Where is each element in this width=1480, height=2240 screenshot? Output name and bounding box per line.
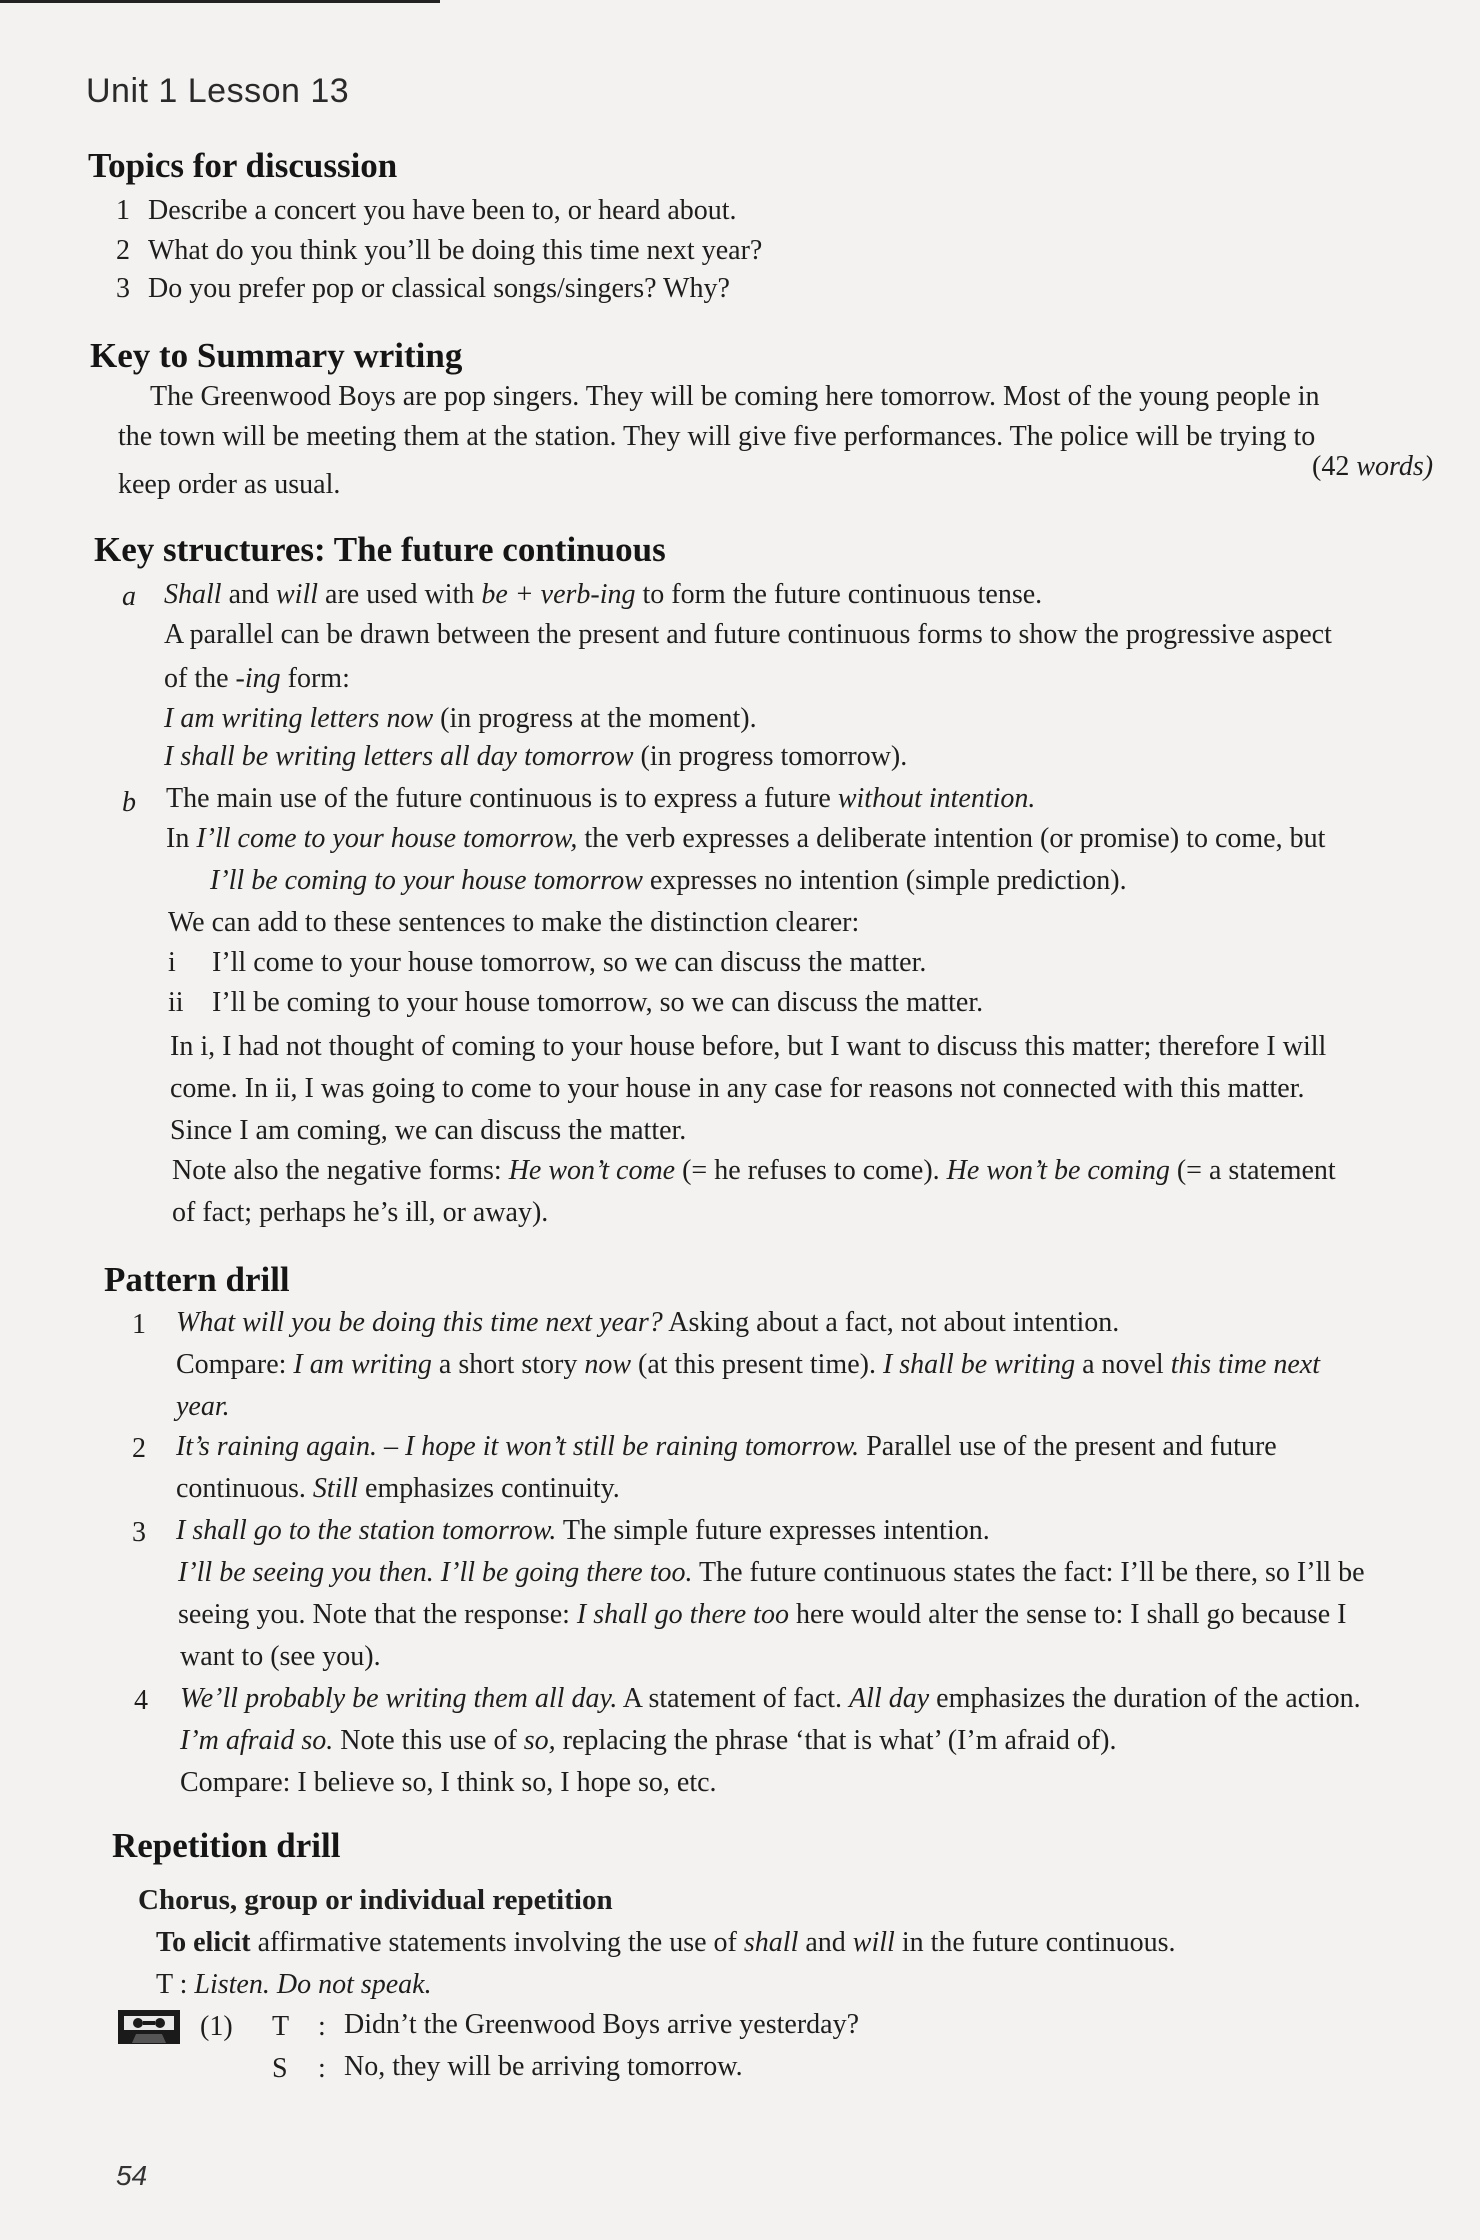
topic-item: 2 What do you think you’ll be doing this time next year?: [116, 235, 763, 266]
pattern-heading: Pattern drill: [104, 1260, 290, 1299]
structure-a-line: A parallel can be drawn between the present and future continuous forms to show the progressive aspect: [164, 619, 1332, 650]
structure-b-line: In I’ll come to your house tomorrow, the verb expresses a deliberate intention (or promise) to come, but: [166, 823, 1326, 854]
structure-a-example: I shall be writing letters all day tomorrow (in progress tomorrow).: [164, 741, 908, 772]
summary-heading: Key to Summary writing: [90, 336, 463, 375]
cassette-icon: [118, 2010, 180, 2044]
structure-a-line: of the -ing form:: [164, 663, 350, 694]
structure-b-line: Since I am coming, we can discuss the matter.: [170, 1115, 687, 1146]
structure-a-label: a: [122, 581, 136, 612]
structure-b-line: Note also the negative forms: He won’t come (= he refuses to come). He won’t be coming (= a statement: [172, 1155, 1336, 1186]
pattern-line: year.: [176, 1391, 230, 1422]
pattern-line: Compare: I am writing a short story now (at this present time). I shall be writing a novel this time next: [176, 1349, 1321, 1380]
structure-b-example: ii I’ll be coming to your house tomorrow, so we can discuss the matter.: [168, 987, 984, 1018]
drill-speaker: S: [272, 2053, 288, 2084]
structures-heading: Key structures: The future continuous: [94, 530, 666, 569]
repetition-instruction: T : Listen. Do not speak.: [156, 1969, 432, 2000]
summary-line: keep order as usual.: [118, 469, 341, 500]
structure-b-line: The main use of the future continuous is to express a future without intention.: [166, 783, 1036, 814]
topics-heading: Topics for discussion: [88, 146, 398, 185]
word-count: (42 words): [1312, 451, 1434, 482]
drill-response: No, they will be arriving tomorrow.: [344, 2051, 743, 2082]
topic-item: 1 Describe a concert you have been to, or heard about.: [116, 195, 737, 226]
pattern-line: want to (see you).: [180, 1641, 381, 1672]
structure-b-line: I’ll be coming to your house tomorrow expresses no intention (simple prediction).: [210, 865, 1127, 896]
pattern-line: Compare: I believe so, I think so, I hope so, etc.: [180, 1767, 717, 1798]
topic-item: 3 Do you prefer pop or classical songs/singers? Why?: [116, 273, 730, 304]
pattern-line: I’ll be seeing you then. I’ll be going there too. The future continuous states the fact: I’ll be there, so I’ll be: [178, 1557, 1365, 1588]
structure-b-example: i I’ll come to your house tomorrow, so we can discuss the matter.: [168, 947, 927, 978]
page-number: 54: [116, 2160, 148, 2191]
structure-b-line: of fact; perhaps he’s ill, or away).: [172, 1197, 549, 1228]
pattern-number: 4: [134, 1685, 148, 1716]
drill-separator: :: [318, 2011, 326, 2042]
pattern-line: seeing you. Note that the response: I shall go there too here would alter the sense to: I shall go because I: [178, 1599, 1347, 1630]
unit-lesson-header: Unit 1 Lesson 13: [86, 72, 350, 110]
pattern-line: I’m afraid so. Note this use of so, replacing the phrase ‘that is what’ (I’m afraid of).: [180, 1725, 1117, 1756]
structure-a-example: I am writing letters now (in progress at the moment).: [164, 703, 757, 734]
structure-b-line: In i, I had not thought of coming to your house before, but I want to discuss this matter; therefore I will: [170, 1031, 1327, 1062]
summary-line: The Greenwood Boys are pop singers. They will be coming here tomorrow. Most of the young people in: [150, 381, 1320, 412]
structure-b-label: b: [122, 787, 136, 818]
pattern-line: It’s raining again. – I hope it won’t still be raining tomorrow. Parallel use of the present and future: [176, 1431, 1277, 1462]
structure-b-line: We can add to these sentences to make the distinction clearer:: [168, 907, 860, 938]
structure-b-line: come. In ii, I was going to come to your house in any case for reasons not connected with this matter.: [170, 1073, 1305, 1104]
structure-a-line: Shall and will are used with be + verb-ing to form the future continuous tense.: [164, 579, 1043, 610]
pattern-line: continuous. Still emphasizes continuity.: [176, 1473, 620, 1504]
repetition-heading: Repetition drill: [112, 1826, 341, 1865]
top-rule: [0, 0, 440, 3]
drill-number: (1): [200, 2011, 233, 2042]
drill-separator: :: [318, 2053, 326, 2084]
pattern-line: I shall go to the station tomorrow. The simple future expresses intention.: [176, 1515, 990, 1546]
pattern-line: We’ll probably be writing them all day. A statement of fact. All day emphasizes the duration of the action.: [180, 1683, 1361, 1714]
repetition-subheading: Chorus, group or individual repetition: [138, 1884, 613, 1916]
repetition-elicit: To elicit affirmative statements involving the use of shall and will in the future continuous.: [156, 1927, 1176, 1958]
pattern-line: What will you be doing this time next year? Asking about a fact, not about intention.: [176, 1307, 1120, 1338]
pattern-number: 3: [132, 1517, 146, 1548]
pattern-number: 1: [132, 1309, 146, 1340]
drill-speaker: T: [272, 2011, 290, 2042]
summary-line: the town will be meeting them at the station. They will give five performances. The police will be trying to: [118, 421, 1316, 452]
pattern-number: 2: [132, 1433, 146, 1464]
drill-prompt: Didn’t the Greenwood Boys arrive yesterday?: [344, 2009, 859, 2040]
